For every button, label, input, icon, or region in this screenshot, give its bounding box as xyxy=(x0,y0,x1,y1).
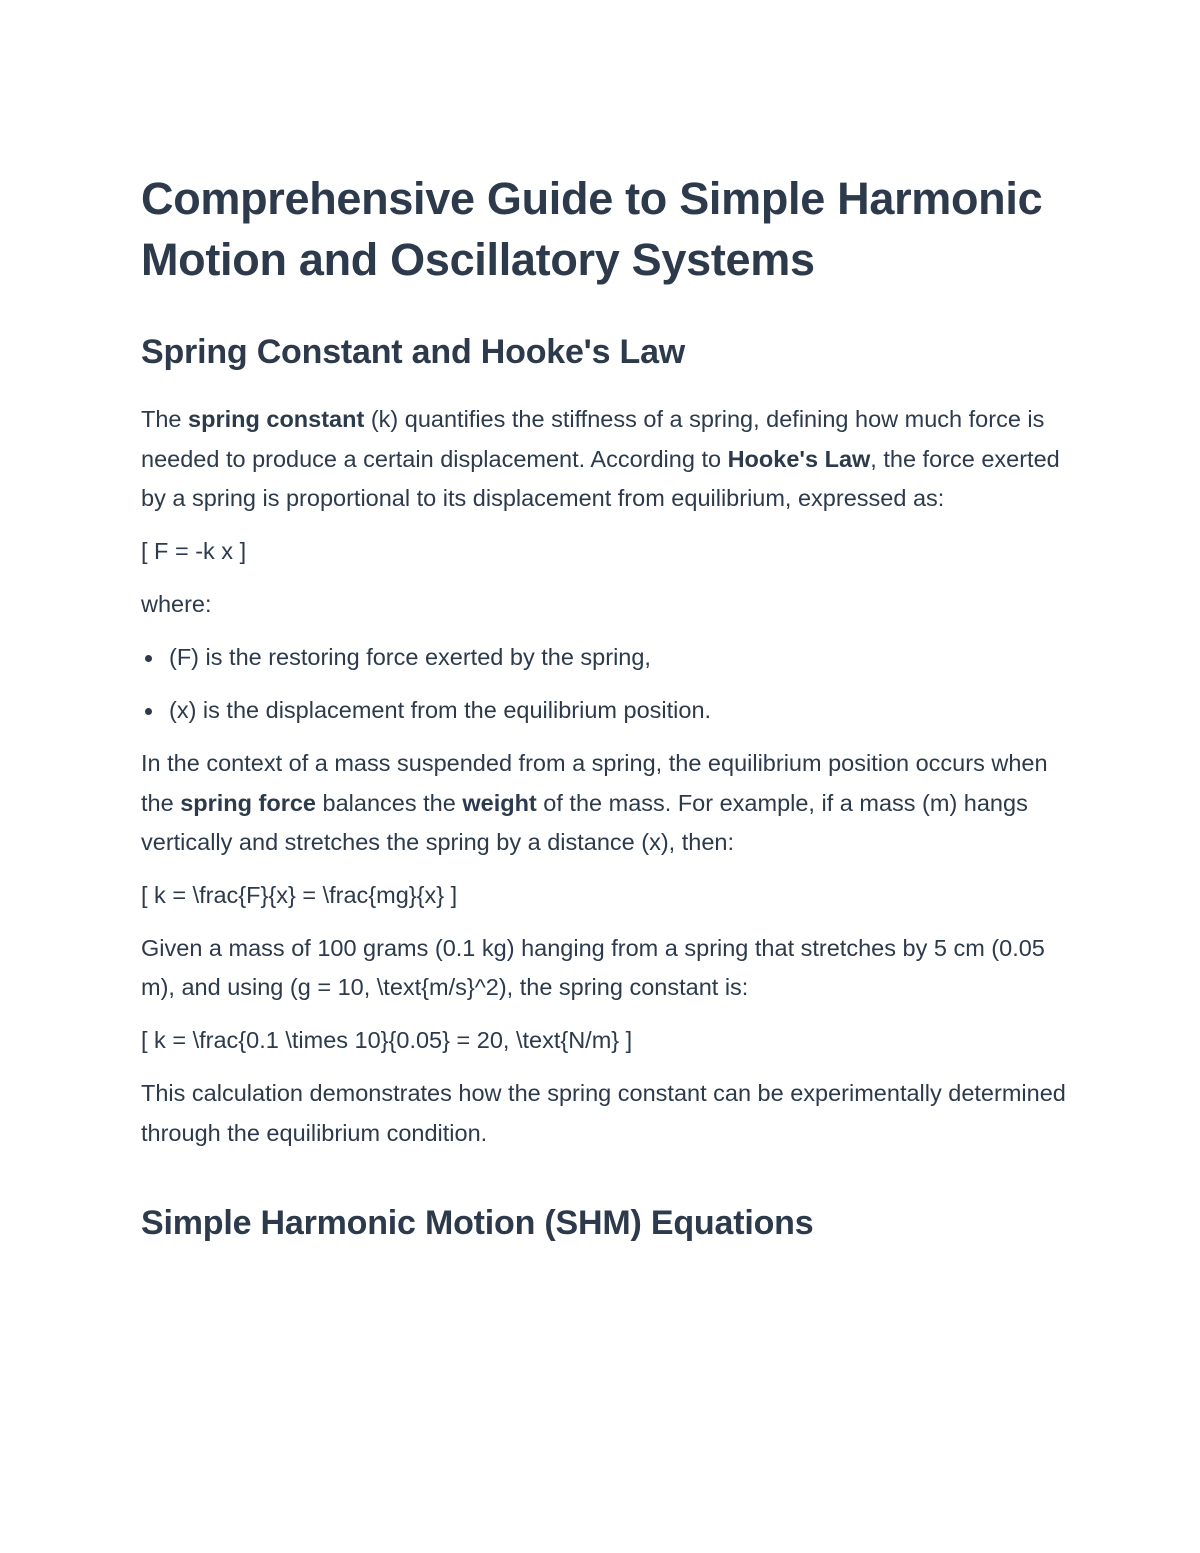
document-page xyxy=(141,168,1071,1243)
list-item: (F) is the restoring force exerted by the spring, xyxy=(141,638,1071,678)
section-heading-hookes-law: Spring Constant and Hooke's Law xyxy=(141,333,686,371)
equation-example-result: [ k = \frac{0.1 \times 10}{0.05} = 20, \text{N/m} ] xyxy=(141,1027,633,1054)
paragraph-equilibrium xyxy=(141,744,1071,863)
text-run: balances the xyxy=(316,789,463,816)
bold-term-weight: weight xyxy=(462,789,537,816)
equation-spring-constant: [ k = \frac{F}{x} = \frac{mg}{x} ] xyxy=(141,882,458,909)
section-heading-shm-equations: Simple Harmonic Motion (SHM) Equations xyxy=(141,1204,814,1243)
text-run: In the context of a mass suspended from a spring, the equilibrium position occurs when the xyxy=(141,749,1048,816)
text-run: , the force exerted by a spring is proportional to its displacement from equilibrium, expressed as: xyxy=(141,445,1060,512)
bold-term-spring-constant: spring constant xyxy=(188,406,365,432)
text-run: of the mass. For example, if a mass (m) hangs vertically and stretches the spring by a distance (x), then: xyxy=(141,789,1028,856)
bold-term-hookes-law: Hooke's Law xyxy=(727,445,871,472)
paragraph-example: Given a mass of 100 grams (0.1 kg) hanging from a spring that stretches by 5 cm (0.05 m), and using (g = 10, \text{m/s}^2), the spring constant is: xyxy=(141,934,1045,1001)
equation-hookes-law: [ F = -k x ] xyxy=(141,538,247,565)
text-run: The xyxy=(141,406,189,432)
text-run: (k) quantifies the stiffness of a spring, defining how much force is needed to produce a certain displacement. According to xyxy=(141,406,1045,472)
paragraph-conclusion: This calculation demonstrates how the spring constant can be experimentally determined through the equilibrium condition. xyxy=(141,1079,1066,1146)
definition-list xyxy=(141,638,1071,731)
list-item: (x) is the displacement from the equilibrium position. xyxy=(141,691,1071,731)
document-title: Comprehensive Guide to Simple Harmonic Motion and Oscillatory Systems xyxy=(141,173,1043,285)
bold-term-spring-force: spring force xyxy=(180,789,317,816)
paragraph-spring-constant xyxy=(141,400,1071,519)
where-label: where: xyxy=(141,590,212,617)
